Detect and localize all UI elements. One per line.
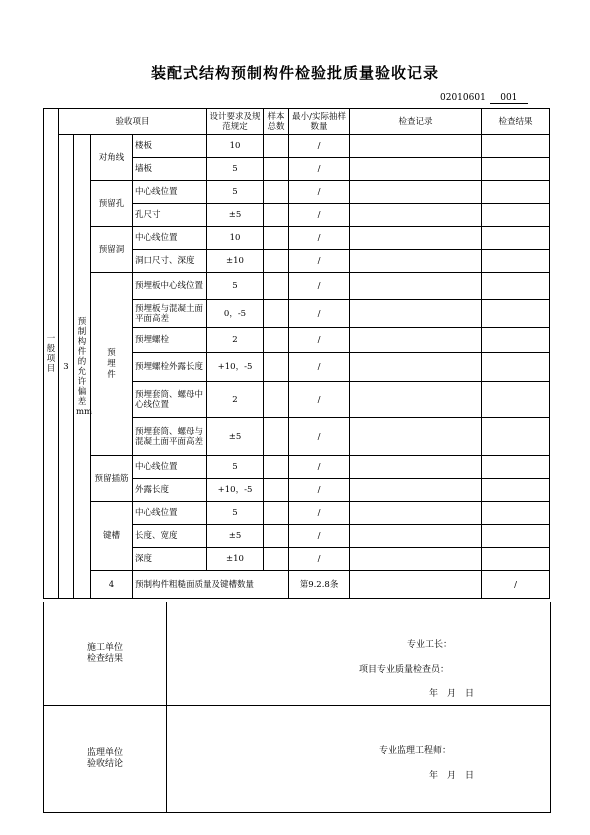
row-min-sample: / <box>289 227 350 250</box>
row-sample-cell[interactable] <box>264 250 289 273</box>
row-design-value: 0，-5 <box>207 300 264 328</box>
row-design-value: 5 <box>207 273 264 300</box>
header-record: 检查记录 <box>350 109 482 135</box>
construction-section <box>43 602 551 706</box>
row-design-value: ±5 <box>207 525 264 548</box>
row-design-value: +10，-5 <box>207 479 264 502</box>
row-name: 洞口尺寸、深度 <box>133 250 207 273</box>
row-name: 预埋螺栓 <box>133 328 207 353</box>
row-sample-cell[interactable] <box>264 158 289 181</box>
inspection-table <box>43 108 550 599</box>
supervision-engineer-label[interactable]: 专业监理工程师： <box>379 746 452 756</box>
row-record-cell[interactable] <box>350 227 482 250</box>
row-min-sample: / <box>289 548 350 571</box>
row-min-sample: / <box>289 273 350 300</box>
row-design-value: ±5 <box>207 204 264 227</box>
row-result-cell[interactable] <box>482 418 550 456</box>
row-sample-cell[interactable] <box>264 382 289 418</box>
row-min-sample: / <box>289 204 350 227</box>
code-number: 001 <box>490 93 528 104</box>
row-design-value: 5 <box>207 502 264 525</box>
row-result-cell[interactable] <box>482 135 550 158</box>
row-min-sample: / <box>289 135 350 158</box>
row-name: 外露长度 <box>133 479 207 502</box>
row-design-value: 5 <box>207 456 264 479</box>
group-hole-label: 预留孔 <box>91 181 133 227</box>
row-name: 楼板 <box>133 135 207 158</box>
row-record-cell[interactable] <box>350 181 482 204</box>
row-record-cell[interactable] <box>350 479 482 502</box>
row-result-cell[interactable] <box>482 328 550 353</box>
row-result-cell[interactable] <box>482 227 550 250</box>
construction-date[interactable]: 年 月 日 <box>429 689 475 699</box>
row-min-sample: / <box>289 479 350 502</box>
row-name: 中心线位置 <box>133 456 207 479</box>
quality-inspector-label[interactable]: 项目专业质量检查员： <box>359 665 450 675</box>
supervision-label: 监理单位验收结论 <box>44 705 167 812</box>
supervision-date[interactable]: 年 月 日 <box>429 771 475 781</box>
row-record-cell[interactable] <box>350 135 482 158</box>
row-sample-cell[interactable] <box>264 353 289 382</box>
row-result-cell[interactable] <box>482 353 550 382</box>
row-design-value: ±5 <box>207 418 264 456</box>
foreman-label[interactable]: 专业工长： <box>407 640 453 650</box>
record-code <box>440 93 528 104</box>
row-design-value: 5 <box>207 181 264 204</box>
row-record-cell[interactable] <box>350 300 482 328</box>
row-min-sample: / <box>289 328 350 353</box>
general-items-label: 一般项目 <box>44 109 59 599</box>
row-result-cell[interactable] <box>482 181 550 204</box>
row-name: 中心线位置 <box>133 502 207 525</box>
row-record-cell[interactable] <box>350 273 482 300</box>
row-record-cell[interactable] <box>350 418 482 456</box>
header-result: 检查结果 <box>482 109 550 135</box>
row-record-cell[interactable] <box>350 525 482 548</box>
row-record-cell[interactable] <box>350 382 482 418</box>
row-design-value: ±10 <box>207 548 264 571</box>
page-title: 装配式结构预制构件检验批质量验收记录 <box>150 64 439 82</box>
row-result-cell[interactable] <box>482 525 550 548</box>
group-keyway-label: 键槽 <box>91 502 133 571</box>
item-4-min-sample: / <box>482 571 550 599</box>
row-min-sample: / <box>289 300 350 328</box>
row-sample-cell[interactable] <box>264 548 289 571</box>
row-min-sample: / <box>289 158 350 181</box>
row-result-cell[interactable] <box>482 479 550 502</box>
row-design-value: 10 <box>207 135 264 158</box>
item-4-number: 4 <box>91 571 133 599</box>
row-sample-cell[interactable] <box>264 328 289 353</box>
row-record-cell[interactable] <box>350 328 482 353</box>
row-name: 预埋套筒、螺母与混凝土面平面高差 <box>133 418 207 456</box>
row-sample-cell[interactable] <box>264 456 289 479</box>
row-sample-cell[interactable] <box>264 135 289 158</box>
row-result-cell[interactable] <box>482 273 550 300</box>
row-result-cell[interactable] <box>482 204 550 227</box>
row-sample-cell[interactable] <box>264 273 289 300</box>
row-name: 墙板 <box>133 158 207 181</box>
row-min-sample: / <box>289 502 350 525</box>
row-record-cell[interactable] <box>350 456 482 479</box>
group-opening-label: 预留洞 <box>91 227 133 273</box>
item-3-label: 预制构件的允许偏差mm <box>74 135 91 599</box>
row-name: 预埋板中心线位置 <box>133 273 207 300</box>
row-name: 预埋螺栓外露长度 <box>133 353 207 382</box>
group-embed-label: 预埋件 <box>91 273 133 456</box>
row-design-value: +10，-5 <box>207 353 264 382</box>
row-sample-cell[interactable] <box>264 502 289 525</box>
row-sample-cell[interactable] <box>264 181 289 204</box>
row-design-value: 10 <box>207 227 264 250</box>
construction-label: 施工单位检查结果 <box>44 602 167 705</box>
header-min-sample: 最小/实际抽样数量 <box>289 109 350 135</box>
row-min-sample: / <box>289 353 350 382</box>
supervision-section <box>43 705 551 813</box>
row-sample-cell[interactable] <box>264 418 289 456</box>
row-sample-cell[interactable] <box>264 204 289 227</box>
header-design: 设计要求及规范规定 <box>207 109 264 135</box>
row-result-cell[interactable] <box>482 456 550 479</box>
row-record-cell[interactable] <box>350 158 482 181</box>
row-name: 孔尺寸 <box>133 204 207 227</box>
group-diagonal-label: 对角线 <box>91 135 133 181</box>
header-item: 验收项目 <box>59 109 207 135</box>
row-design-value: 2 <box>207 328 264 353</box>
row-name: 中心线位置 <box>133 181 207 204</box>
item-4-design-value: 第9.2.8条 <box>289 571 350 599</box>
row-min-sample: / <box>289 456 350 479</box>
item-4-name: 预制构件粗糙面质量及键槽数量 <box>133 571 289 599</box>
code-prefix: 02010601 <box>440 93 486 103</box>
row-result-cell[interactable] <box>482 502 550 525</box>
row-result-cell[interactable] <box>482 158 550 181</box>
row-name: 预埋套筒、螺母中心线位置 <box>133 382 207 418</box>
row-design-value: ±10 <box>207 250 264 273</box>
row-name: 中心线位置 <box>133 227 207 250</box>
row-min-sample: / <box>289 418 350 456</box>
row-record-cell[interactable] <box>350 502 482 525</box>
row-record-cell[interactable] <box>350 250 482 273</box>
row-min-sample: / <box>289 181 350 204</box>
row-sample-cell[interactable] <box>264 300 289 328</box>
row-min-sample: / <box>289 250 350 273</box>
row-sample-cell[interactable] <box>264 525 289 548</box>
row-record-cell[interactable] <box>350 353 482 382</box>
row-design-value: 2 <box>207 382 264 418</box>
row-name: 长度、宽度 <box>133 525 207 548</box>
row-min-sample: / <box>289 382 350 418</box>
header-sample: 样本总数 <box>264 109 289 135</box>
row-record-cell[interactable] <box>350 204 482 227</box>
row-record-cell[interactable] <box>350 548 482 571</box>
row-result-cell[interactable] <box>482 382 550 418</box>
row-sample-cell[interactable] <box>350 571 482 599</box>
row-sample-cell[interactable] <box>264 479 289 502</box>
row-min-sample: / <box>289 525 350 548</box>
row-name: 预埋板与混凝土面平面高差 <box>133 300 207 328</box>
row-name: 深度 <box>133 548 207 571</box>
row-sample-cell[interactable] <box>264 227 289 250</box>
row-result-cell[interactable] <box>482 300 550 328</box>
item-3-number: 3 <box>59 135 74 599</box>
group-rebar-label: 预留插筋 <box>91 456 133 502</box>
row-result-cell[interactable] <box>482 548 550 571</box>
row-design-value: 5 <box>207 158 264 181</box>
row-result-cell[interactable] <box>482 250 550 273</box>
